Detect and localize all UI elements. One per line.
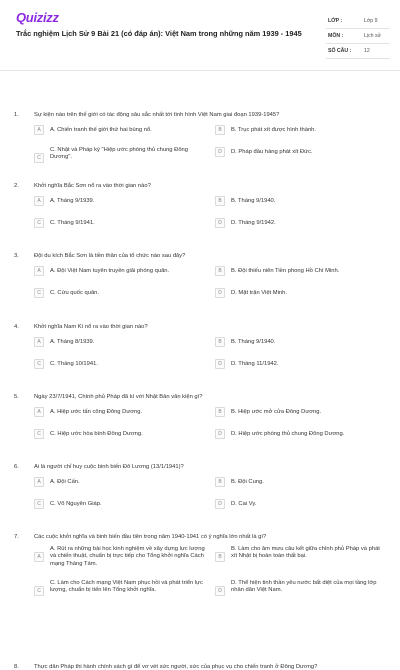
option-text: C. Cứu quốc quân.: [50, 290, 99, 296]
meta-row-subject: [326, 29, 390, 44]
meta-key: SỐ CÂU :: [328, 48, 352, 54]
option-letter-box: A: [34, 552, 44, 562]
option-letter-box: A: [34, 337, 44, 347]
option-text: B. Làm cho âm mưu câu kết giữa chính phủ Pháp và phát xít Nhật bị hoàn toàn thất bại.: [231, 546, 380, 560]
option-text: D. Tháng 11/1942.: [231, 361, 279, 367]
question-text: Khởi nghĩa Nam Kì nổ ra vào thời gian nào?: [34, 324, 148, 330]
meta-key: MÔN :: [328, 33, 344, 39]
question-text: Đội du kích Bắc Sơn là tiền thân của tổ chức nào sau đây?: [34, 253, 186, 259]
option-letter-box: D: [215, 147, 225, 157]
option-letter-box: A: [34, 266, 44, 276]
option-text: A. Tháng 9/1939.: [50, 198, 95, 204]
question-text: Ngày 23/7/1941, Chính phủ Pháp đã kí với Nhật Bản văn kiện gì?: [34, 394, 203, 400]
option-text: D. Mặt trận Việt Minh.: [231, 290, 287, 296]
question-number: 6.: [14, 464, 19, 470]
question-number: 4.: [14, 324, 19, 330]
quizizz-logo: Quizizz: [16, 10, 59, 25]
option-text: B. Tháng 9/1940.: [231, 198, 276, 204]
meta-value: 12: [364, 48, 370, 54]
option-letter-box: C: [34, 359, 44, 369]
option-text: C. Võ Nguyên Giáp.: [50, 501, 102, 507]
option-text: B. Đội thiếu niên Tiền phong Hồ Chí Minh.: [231, 268, 340, 274]
meta-value: Lớp 9: [364, 18, 378, 24]
option-text: C. Tháng 9/1941.: [50, 220, 95, 226]
option-letter-box: B: [215, 266, 225, 276]
question-number: 5.: [14, 394, 19, 400]
option-text: B. Hiệp ước mở cửa Đông Dương.: [231, 409, 322, 415]
option-text: A. Đội Việt Nam tuyên truyền giải phóng quân.: [50, 268, 170, 274]
option-letter-box: D: [215, 429, 225, 439]
option-letter-box: C: [34, 499, 44, 509]
option-letter-box: B: [215, 477, 225, 487]
option-letter-box: D: [215, 288, 225, 298]
question-number: 2.: [14, 183, 19, 189]
option-text: D. Hiệp ước phòng thủ chung Đông Dương.: [231, 431, 345, 437]
option-text: C. Tháng 10/1941.: [50, 361, 98, 367]
option-text: B. Đội Cung.: [231, 479, 264, 485]
question-number: 7.: [14, 534, 19, 540]
option-letter-box: C: [34, 586, 44, 596]
question-text: Khởi nghĩa Bắc Sơn nổ ra vào thời gian nào?: [34, 183, 151, 189]
option-letter-box: A: [34, 407, 44, 417]
option-text: C. Nhật và Pháp ký "Hiệp ước phòng thủ chung Đông Dương".: [50, 147, 188, 161]
option-letter-box: A: [34, 125, 44, 135]
option-text: A. Tháng 8/1939.: [50, 339, 95, 345]
question-text: Sự kiện nào trên thế giới có tác động sâu sắc nhất tới tình hình Việt Nam giai đoạn 1939-1945?: [34, 112, 280, 118]
option-text: C. Làm cho Cách mạng Việt Nam phục hồi và phát triển lực lượng, chuẩn bị tiến lên Tổng khởi nghĩa.: [50, 580, 203, 594]
option-letter-box: C: [34, 153, 44, 163]
question-text: Các cuộc khởi nghĩa và binh biến đầu tiên trong năm 1940-1941 có ý nghĩa lớn nhất là gì?: [34, 534, 267, 540]
option-letter-box: D: [215, 218, 225, 228]
option-letter-box: C: [34, 218, 44, 228]
option-letter-box: D: [215, 499, 225, 509]
option-letter-box: A: [34, 196, 44, 206]
question-number: 8.: [14, 664, 19, 670]
meta-row-class: [326, 14, 390, 29]
option-text: D. Pháp đầu hàng phát xít Đức.: [231, 149, 313, 155]
option-text: A. Hiệp ước tấn công Đông Dương.: [50, 409, 143, 415]
option-letter-box: B: [215, 125, 225, 135]
option-text: A. Rút ra những bài học kinh nghiệm về xây dựng lực lượng và chiến thuật, chuẩn bị trực tiếp cho Tổng khởi nghĩa Cách mạng Tháng Tám.: [50, 546, 205, 567]
option-letter-box: B: [215, 407, 225, 417]
option-letter-box: B: [215, 552, 225, 562]
meta-row-count: [326, 44, 390, 59]
header-divider: [0, 70, 400, 71]
option-letter-box: B: [215, 196, 225, 206]
option-letter-box: A: [34, 477, 44, 487]
option-text: A. Đội Cấn.: [50, 479, 80, 485]
option-text: C. Hiệp ước hòa bình Đông Dương.: [50, 431, 143, 437]
question-number: 1.: [14, 112, 19, 118]
option-letter-box: D: [215, 586, 225, 596]
option-letter-box: C: [34, 288, 44, 298]
meta-table: [326, 14, 390, 59]
option-text: D. Cai Vy.: [231, 501, 257, 507]
worksheet-title: Trắc nghiệm Lịch Sử 9 Bài 21 (có đáp án): Việt Nam trong những năm 1939 - 1945: [16, 29, 302, 38]
option-text: D. Thể hiện tinh thần yêu nước bất diệt của mọi tầng lớp nhân dân Việt Nam.: [231, 580, 377, 594]
question-text: Ai là người chỉ huy cuộc binh biến Đô Lương (13/1/1941)?: [34, 464, 184, 470]
question-text: Thực dân Pháp thi hành chính sách gì để vơ vét sức người, sức của phục vụ cho chiến tranh ở Đông Dương?: [34, 664, 318, 670]
question-number: 3.: [14, 253, 19, 259]
meta-key: LỚP :: [328, 18, 343, 24]
option-text: B. Tháng 9/1940.: [231, 339, 276, 345]
worksheet-header: [0, 0, 400, 70]
option-letter-box: B: [215, 337, 225, 347]
option-letter-box: C: [34, 429, 44, 439]
meta-value: Lịch sử: [364, 33, 382, 39]
option-letter-box: D: [215, 359, 225, 369]
option-text: B. Trục phát xít được hình thành.: [231, 127, 317, 133]
option-text: A. Chiến tranh thế giới thứ hai bùng nổ.: [50, 127, 152, 133]
option-text: D. Tháng 9/1942.: [231, 220, 276, 226]
